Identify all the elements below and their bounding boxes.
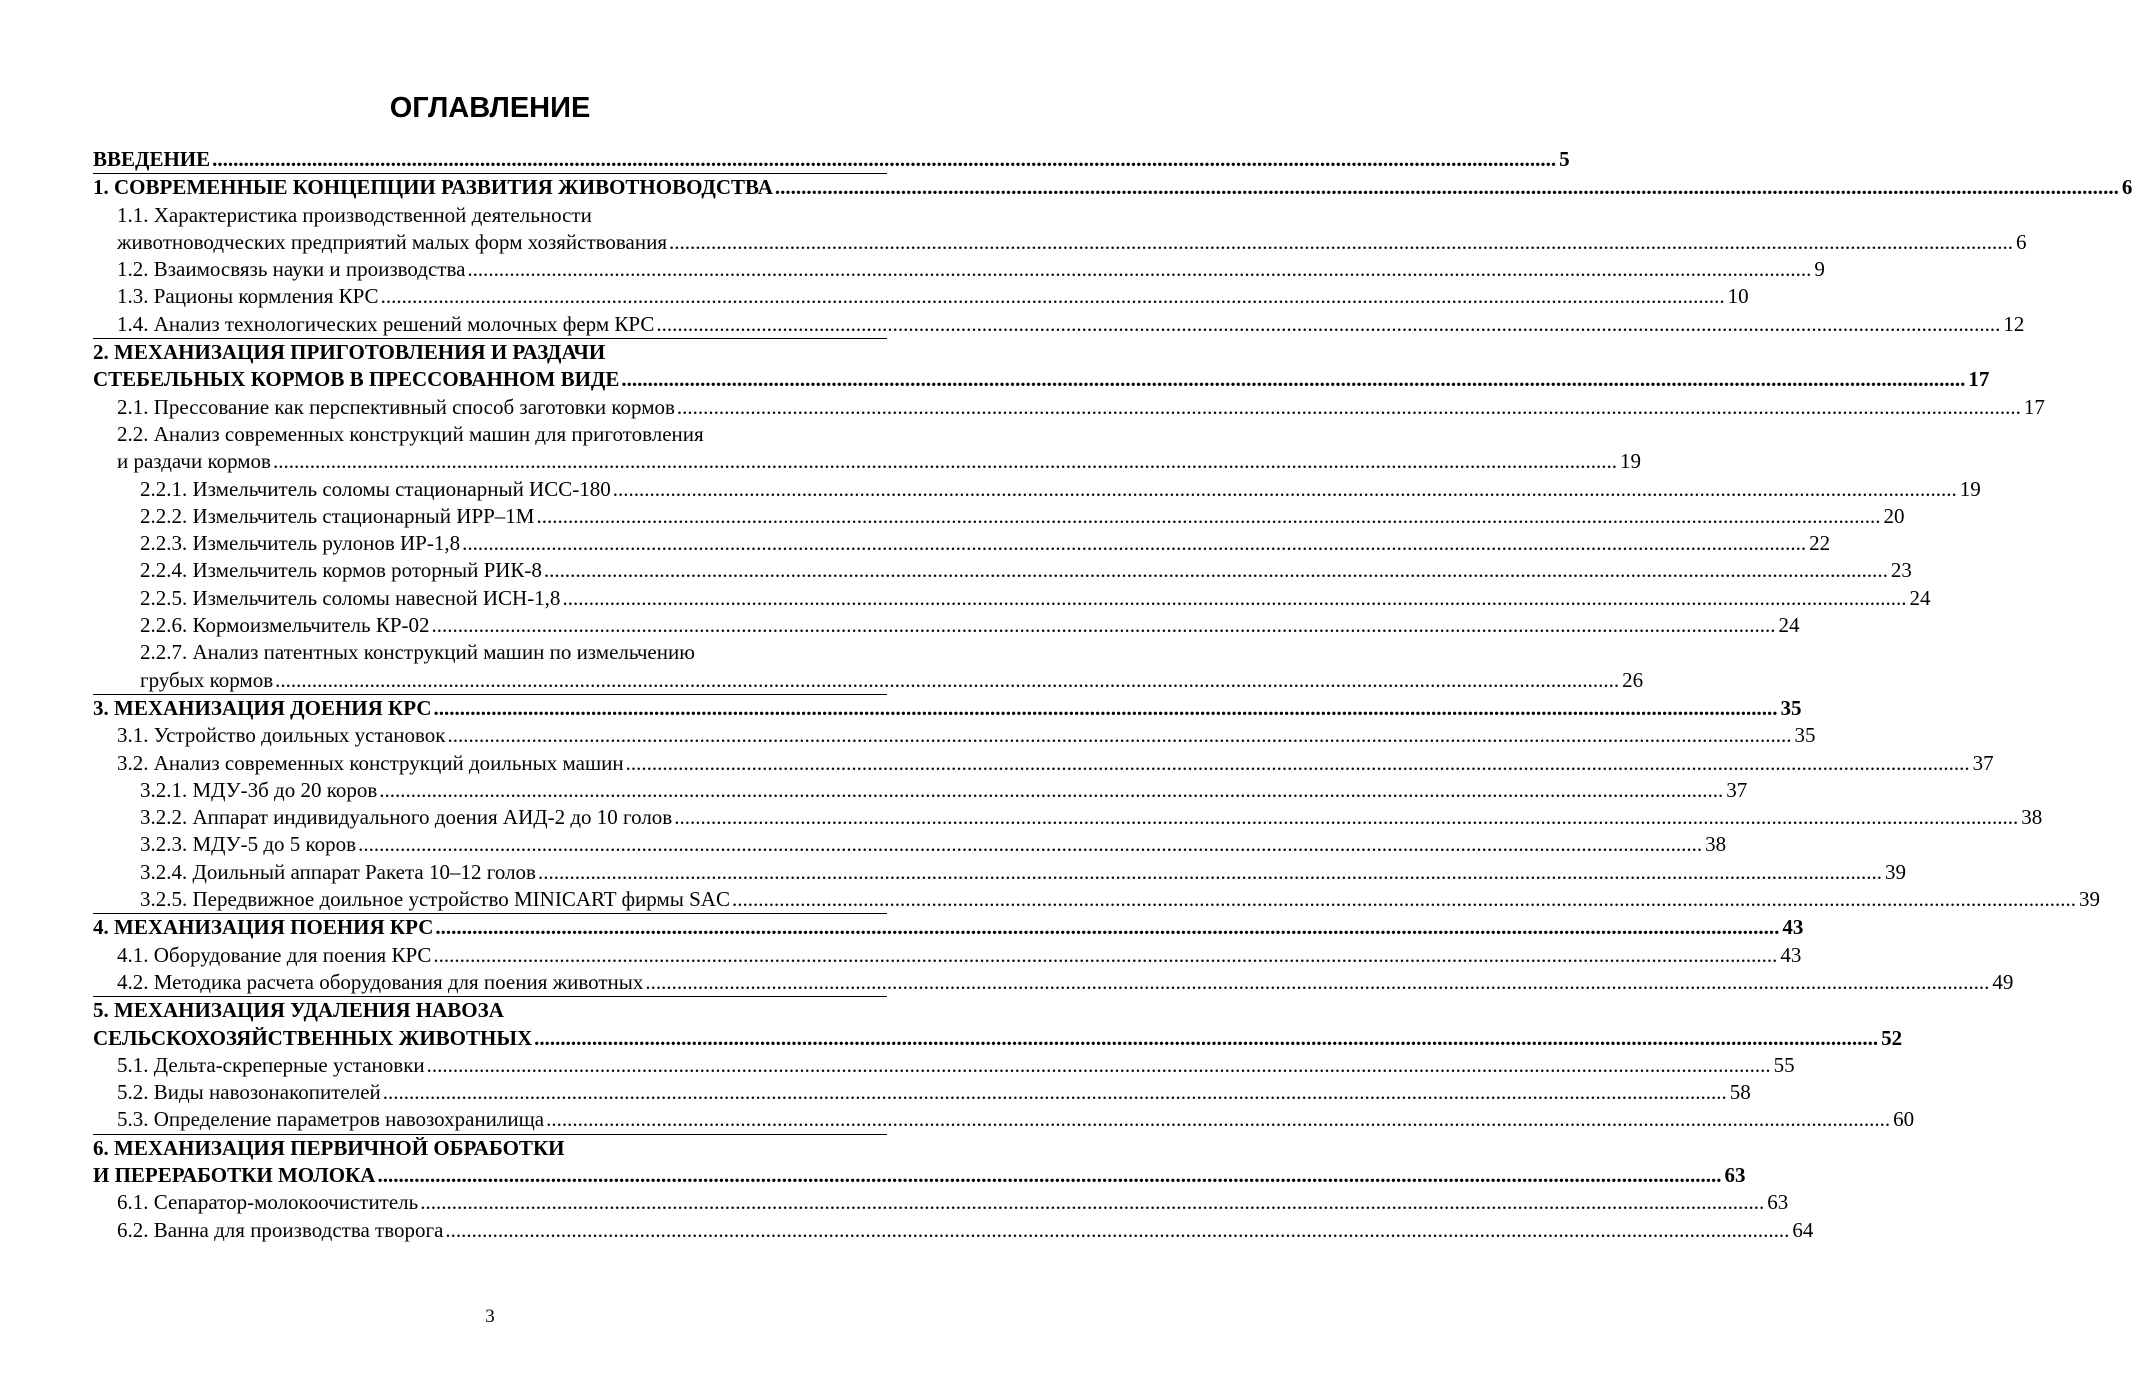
dot-leader: [445, 1217, 1789, 1244]
toc-entry-title: 4.1. Оборудование для поения КРС: [117, 942, 432, 967]
toc-section-entry[interactable]: [93, 256, 1825, 283]
toc-entry-line: [93, 612, 1800, 639]
toc-section-entry[interactable]: [93, 421, 1641, 476]
toc-page-number: 39: [2078, 887, 2100, 912]
toc-chapter-entry[interactable]: [93, 1134, 1746, 1190]
dot-leader: [645, 969, 1989, 996]
dot-leader: [435, 914, 1779, 941]
toc-chapter-entry[interactable]: [93, 173, 2132, 201]
toc-page-number: 38: [2021, 805, 2043, 830]
toc-entry-line: [93, 1079, 1751, 1106]
toc-entry-title: 3.2.4. Доильный аппарат Ракета 10–12 голов: [140, 859, 536, 884]
toc-section-entry[interactable]: [93, 530, 1831, 557]
toc-entry-title: 6.2. Ванна для производства творога: [117, 1217, 444, 1242]
dot-leader: [381, 283, 1725, 310]
toc-entry-line: [93, 448, 1641, 475]
dot-leader: [546, 1106, 1890, 1133]
toc-entry-title: 1.1. Характеристика производственной деятельности: [117, 202, 592, 227]
toc-page-number: 60: [1893, 1107, 1915, 1132]
toc-entry-line: [93, 695, 1802, 722]
toc-section-entry[interactable]: [93, 612, 1800, 639]
toc-entry-line: [93, 750, 1994, 777]
toc-entry-line: [93, 831, 1727, 858]
dot-leader: [383, 1079, 1727, 1106]
toc-entry-title: 5.2. Виды навозонакопителей: [117, 1080, 381, 1105]
toc-entry-line: [93, 421, 887, 448]
dot-leader: [462, 530, 1806, 557]
toc-section-entry[interactable]: [93, 585, 1931, 612]
toc-entry-line: [93, 886, 2100, 913]
toc-section-entry[interactable]: [93, 1106, 1915, 1133]
toc-entry-title: 1. СОВРЕМЕННЫЕ КОНЦЕПЦИИ РАЗВИТИЯ ЖИВОТНОВОДСТВА: [93, 175, 773, 200]
toc-page-number: 37: [1972, 750, 1994, 775]
toc-section-entry[interactable]: [93, 777, 1748, 804]
toc-section-entry[interactable]: [93, 804, 2043, 831]
toc-entry-title: СЕЛЬСКОХОЗЯЙСТВЕННЫХ ЖИВОТНЫХ: [93, 1025, 533, 1050]
toc-page-number: 37: [1726, 777, 1748, 802]
toc-section-entry[interactable]: [93, 639, 1644, 694]
toc-entry-line: [93, 969, 2014, 996]
toc-entry-title: 2. МЕХАНИЗАЦИЯ ПРИГОТОВЛЕНИЯ И РАЗДАЧИ: [93, 340, 606, 365]
toc-section-entry[interactable]: [93, 476, 1981, 503]
toc-section-entry[interactable]: [93, 969, 2014, 996]
toc-chapter-entry[interactable]: [93, 996, 1903, 1052]
toc-entry-title: 4.2. Методика расчета оборудования для поения животных: [117, 969, 644, 994]
toc-chapter-entry[interactable]: [93, 338, 1990, 394]
table-of-contents: [93, 146, 2132, 1244]
toc-entry-title: 5. МЕХАНИЗАЦИЯ УДАЛЕНИЯ НАВОЗА: [93, 998, 504, 1023]
dot-leader: [212, 146, 1556, 173]
toc-page-number: 55: [1773, 1052, 1795, 1077]
dot-leader: [669, 229, 2013, 256]
toc-page-number: 58: [1729, 1080, 1751, 1105]
toc-section-entry[interactable]: [93, 503, 1905, 530]
toc-page-number: 43: [1780, 942, 1802, 967]
toc-entry-line: [93, 146, 1570, 173]
toc-chapter-entry[interactable]: [93, 913, 1804, 941]
toc-entry-title: 5.3. Определение параметров навозохранилища: [117, 1107, 545, 1132]
toc-entry-title: СТЕБЕЛЬНЫХ КОРМОВ В ПРЕССОВАННОМ ВИДЕ: [93, 367, 620, 392]
toc-page-number: 10: [1727, 284, 1749, 309]
dot-leader: [275, 667, 1619, 694]
toc-entry-line: [93, 1189, 1789, 1216]
toc-entry-title: 2.2. Анализ современных конструкций машин для приготовления: [117, 421, 704, 446]
dot-leader: [420, 1189, 1764, 1216]
toc-entry-title: ВВЕДЕНИЕ: [93, 147, 211, 171]
toc-page-number: 63: [1724, 1162, 1746, 1187]
toc-entry-line: [93, 256, 1825, 283]
toc-entry-line: [93, 229, 2027, 256]
toc-entry-line: [93, 311, 2025, 338]
toc-page-number: 17: [2023, 394, 2045, 419]
toc-page-number: 23: [1890, 558, 1912, 583]
toc-page-number: 22: [1809, 531, 1831, 556]
toc-entry-title: 2.2.4. Измельчитель кормов роторный РИК-8: [140, 558, 542, 583]
toc-entry-line: [93, 1217, 1814, 1244]
toc-entry-title: 3.1. Устройство доильных установок: [117, 723, 446, 748]
toc-page-number: 17: [1968, 367, 1990, 392]
dot-leader: [732, 886, 2076, 913]
toc-page-number: 35: [1794, 723, 1816, 748]
toc-entry-line: [93, 1025, 1903, 1052]
toc-page-number: 24: [1778, 613, 1800, 638]
dot-leader: [677, 394, 2021, 421]
toc-entry-title: 2.2.5. Измельчитель соломы навесной ИСН-1,8: [140, 585, 561, 610]
toc-entry-title: И ПЕРЕРАБОТКИ МОЛОКА: [93, 1162, 376, 1187]
dot-leader: [447, 722, 1791, 749]
toc-entry-line: [93, 942, 1802, 969]
toc-page-number: 39: [1884, 859, 1906, 884]
page-title: ОГЛАВЛЕНИЕ: [389, 92, 591, 124]
toc-section-entry[interactable]: [93, 750, 1994, 777]
toc-entry-title: 3.2.3. МДУ-5 до 5 коров: [140, 832, 357, 857]
toc-entry-line: [93, 174, 2132, 201]
dot-leader: [536, 503, 1880, 530]
toc-entry-line: [93, 1162, 1746, 1189]
dot-leader: [273, 448, 1617, 475]
toc-entry-title: 2.2.6. Кормоизмельчитель КР-02: [140, 613, 430, 638]
toc-entry-title: 3.2.5. Передвижное доильное устройство MINICART фирмы SAC: [140, 887, 730, 912]
dot-leader: [427, 1052, 1771, 1079]
dot-leader: [626, 750, 1970, 777]
toc-entry-title: 4. МЕХАНИЗАЦИЯ ПОЕНИЯ КРС: [93, 915, 434, 940]
toc-entry-line: [93, 804, 2043, 831]
toc-page-number: 52: [1881, 1025, 1903, 1050]
page-number: 3: [485, 1306, 495, 1327]
toc-section-entry[interactable]: [93, 202, 2027, 257]
toc-section-entry[interactable]: [93, 942, 1802, 969]
dot-leader: [538, 859, 1882, 886]
toc-entry-line: [93, 366, 1990, 393]
toc-entry-line: [93, 557, 1912, 584]
toc-chapter-entry[interactable]: [93, 694, 1802, 722]
toc-section-entry[interactable]: [93, 283, 1749, 310]
toc-entry-title: 1.4. Анализ технологических решений молочных ферм КРС: [117, 311, 655, 336]
toc-entry-line: [93, 283, 1749, 310]
dot-leader: [534, 1025, 1878, 1052]
toc-entry-line: [93, 639, 887, 666]
toc-entry-title: 6.1. Сепаратор-молокоочиститель: [117, 1190, 419, 1215]
toc-page-number: 6: [2016, 229, 2027, 254]
toc-entry-title: 2.2.7. Анализ патентных конструкций машин по измельчению: [140, 640, 695, 665]
toc-page-number: 6: [2121, 175, 2132, 200]
toc-entry-title: 2.2.1. Измельчитель соломы стационарный ИСС-180: [140, 476, 611, 501]
toc-page-number: 38: [1705, 832, 1727, 857]
toc-entry-title: 1.3. Рационы кормления КРС: [117, 284, 379, 309]
toc-entry-title: 1.2. Взаимосвязь науки и производства: [117, 257, 466, 282]
toc-entry-title: 3.2. Анализ современных конструкций доильных машин: [117, 750, 624, 775]
dot-leader: [621, 366, 1965, 393]
toc-entry-line: [93, 914, 1804, 941]
dot-leader: [613, 476, 1957, 503]
toc-section-entry[interactable]: [93, 886, 2100, 913]
toc-section-entry[interactable]: [93, 1217, 1814, 1244]
toc-section-entry[interactable]: [93, 859, 1906, 886]
toc-section-entry[interactable]: [93, 311, 2025, 338]
toc-entry-title: 2.1. Прессование как перспективный способ заготовки кормов: [117, 394, 675, 419]
toc-section-entry[interactable]: [93, 1052, 1795, 1079]
toc-entry-line: [93, 859, 1906, 886]
toc-entry-title: 3.2.1. МДУ-3б до 20 коров: [140, 777, 378, 802]
dot-leader: [379, 777, 1723, 804]
toc-page-number: 19: [1619, 449, 1641, 474]
toc-page-number: 24: [1909, 585, 1931, 610]
toc-page-number: 35: [1780, 695, 1802, 720]
dot-leader: [674, 804, 2018, 831]
dot-leader: [544, 557, 1888, 584]
toc-entry-title: 2.2.3. Измельчитель рулонов ИР-1,8: [140, 531, 461, 556]
toc-entry-title: 2.2.2. Измельчитель стационарный ИРР–1М: [140, 503, 535, 528]
toc-entry-title: 6. МЕХАНИЗАЦИЯ ПЕРВИЧНОЙ ОБРАБОТКИ: [93, 1135, 565, 1160]
dot-leader: [775, 174, 2119, 201]
toc-entry-line: [93, 1106, 1915, 1133]
toc-entry-line: [93, 530, 1831, 557]
toc-entry-line: [93, 667, 1644, 694]
toc-entry-title: 3. МЕХАНИЗАЦИЯ ДОЕНИЯ КРС: [93, 695, 432, 720]
toc-entry-title: и раздачи кормов: [117, 449, 271, 474]
toc-entry-line: [93, 339, 887, 366]
toc-section-entry[interactable]: [93, 722, 1816, 749]
toc-entry-line: [93, 585, 1931, 612]
toc-entry-line: [93, 476, 1981, 503]
toc-page-number: 19: [1959, 476, 1981, 501]
toc-page-number: 63: [1767, 1190, 1789, 1215]
toc-entry-line: [93, 202, 887, 229]
toc-entry-title: 5.1. Дельта-скреперные установки: [117, 1052, 425, 1077]
toc-page-number: 20: [1883, 503, 1905, 528]
toc-section-entry[interactable]: [93, 557, 1912, 584]
dot-leader: [434, 695, 1778, 722]
toc-entry-title: грубых кормов: [140, 667, 274, 692]
dot-leader: [377, 1162, 1721, 1189]
toc-page-number: 49: [1992, 969, 2014, 994]
dot-leader: [358, 831, 1702, 858]
toc-page-number: 43: [1782, 915, 1804, 940]
toc-page-number: 12: [2003, 311, 2025, 336]
toc-section-entry[interactable]: [93, 831, 1727, 858]
dot-leader: [562, 585, 1906, 612]
toc-entry-line: [93, 1135, 887, 1162]
toc-section-entry[interactable]: [93, 1079, 1751, 1106]
dot-leader: [433, 942, 1777, 969]
toc-page-number: 64: [1792, 1217, 1814, 1242]
dot-leader: [467, 256, 1811, 283]
toc-entry-line: [93, 503, 1905, 530]
toc-page-number: 5: [1559, 147, 1570, 171]
toc-section-entry[interactable]: [93, 394, 2045, 421]
toc-entry-line: [93, 777, 1748, 804]
toc-entry-title: животноводческих предприятий малых форм хозяйствования: [117, 229, 668, 254]
toc-page-number: 26: [1622, 667, 1644, 692]
toc-entry-line: [93, 722, 1816, 749]
toc-chapter-entry[interactable]: [93, 146, 1570, 173]
toc-entry-line: [93, 1052, 1795, 1079]
dot-leader: [432, 612, 1776, 639]
toc-section-entry[interactable]: [93, 1189, 1789, 1216]
toc-entry-line: [93, 394, 2045, 421]
toc-entry-line: [93, 997, 887, 1024]
dot-leader: [656, 311, 2000, 338]
toc-entry-title: 3.2.2. Аппарат индивидуального доения АИД-2 до 10 голов: [140, 805, 673, 830]
toc-page-number: 9: [1814, 257, 1825, 282]
